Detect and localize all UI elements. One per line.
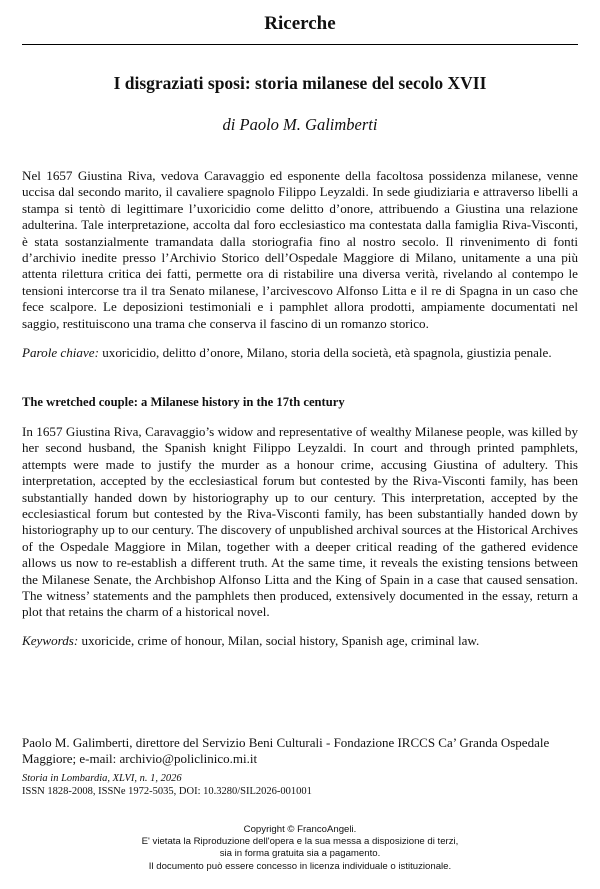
- abstract-italian: Nel 1657 Giustina Riva, vedova Caravaggio ed esponente della facoltosa possidenza milanese, venne uccisa dal secondo marito, il cavaliere spagnolo Filippo Leyzaldi. In sede giudiziaria e attraverso libelli a stampa si tentò di legittimare l’uxoricidio come delitto d’onore, attribuendo a Giustina una relazione adulterina. Tale interpretazione, accolta dal foro ecclesiastico ma contestata dalla famiglia Riva-Visconti, è stata sostanzialmente tramandata dalla storiografia fino al nostro secolo. Il rinvenimento di fonti d’archivio inedite presso l’Archivio Storico dell’Ospedale Maggiore di Milano, unitamente a una più attenta rilettura critica dei fatti, permette ora di ristabilire una diversa verità, rivelando al contempo le tensioni intercorse tra il tra Senato milanese, l’arcivescovo Alfonso Litta e il re di Spagna in un caso che fece scalpore. Le deposizioni testimoniali e i pamphlet allora prodotti, ampiamente documentati nel saggio, restituiscono una trama che conserva il fascino di un romanzo storico.: [22, 168, 578, 331]
- journal-info: [22, 772, 578, 798]
- header-rule: [22, 44, 578, 45]
- article-author: di Paolo M. Galimberti: [222, 115, 378, 134]
- english-title: The wretched couple: a Milanese history in the 17th century: [22, 395, 345, 409]
- keywords-italian: [22, 345, 578, 361]
- section-heading: Ricerche: [264, 13, 336, 34]
- copyright-line: E' vietata la Riproduzione dell'opera e la sua messa a disposizione di terzi,: [141, 836, 459, 848]
- article-title: I disgraziati sposi: storia milanese del secolo XVII: [113, 73, 487, 93]
- journal-issn: ISSN 1828-2008, ISSNe 1972-5035, DOI: 10.3280/SIL2026-001001: [22, 786, 312, 797]
- keywords-english: [22, 633, 578, 649]
- journal-citation: Storia in Lombardia, XLVI, n. 1, 2026: [22, 773, 182, 784]
- copyright-line: sia in forma gratuita sia a pagamento.: [219, 848, 381, 860]
- keywords-italian-label: Parole chiave:: [22, 345, 99, 360]
- abstract-english: In 1657 Giustina Riva, Caravaggio’s widow and representative of wealthy Milanese people, was killed by her second husband, the Spanish knight Filippo Leyzaldi. In court and through printed pamphlets, attempts were made to justify the murder as a honour crime, accusing Giustina of adultery. This interpretation, accepted by the ecclesiastical forum but contested by the Riva-Visconti family, has been substantially handed down by historiography up to our century. This interpretation, accepted by the ecclesiastical forum but contested by the Riva-Visconti family, has been substantially handed down by historiography up to our century. The discovery of unpublished archival sources at the Historical Archives of the Ospedale Maggiore in Milan, together with a deeper critical reading of the gathered evidence allows us now to re-establish a different truth. At the same time, it reveals the existing tensions between the Milanese Senate, the Archbishop Alfonso Litta and the King of Spain in a case that caused sensation. The witness’ statements and the pamphlets then produced, extensively documented in the essay, return a plot that retains the charm of a historical novel.: [22, 424, 578, 620]
- author-affiliation: Paolo M. Galimberti, direttore del Servizio Beni Culturali - Fondazione IRCCS Ca’ Granda Ospedale Maggiore; e-mail: archivio@policlinico.mi.it: [22, 735, 550, 767]
- keywords-english-label: Keywords:: [22, 633, 79, 648]
- copyright-notice: [0, 824, 600, 873]
- copyright-line: Copyright © FrancoAngeli.: [243, 824, 357, 835]
- keywords-italian-text: uxoricidio, delitto d’onore, Milano, storia della società, età spagnola, giustizia penale.: [98, 345, 552, 360]
- keywords-english-text: uxoricide, crime of honour, Milan, social history, Spanish age, criminal law.: [78, 633, 480, 648]
- copyright-line: Il documento può essere concesso in licenza individuale o istituzionale.: [148, 860, 452, 872]
